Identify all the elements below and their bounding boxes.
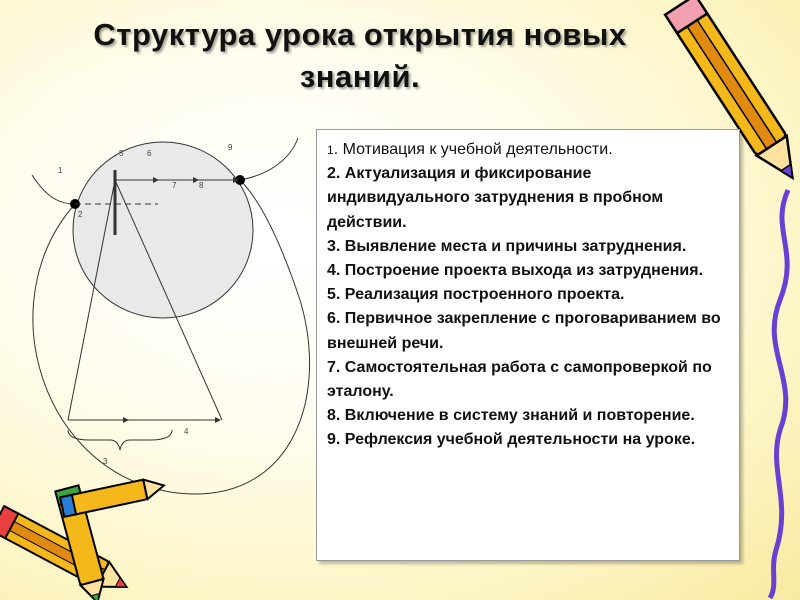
list-item: 4. Построение проекта выхода из затруднения. [327,262,704,280]
right-top-arc [240,138,298,180]
lesson-steps-list [327,138,729,453]
diagram-label-3: 3 [103,457,108,466]
lesson-steps-panel [316,129,740,561]
list-item: 7. Самостоятельная работа с самопроверкой по эталону. [327,358,712,401]
inner-circle [73,142,253,318]
list-item: 2. Актуализация и фиксирование индивидуального затруднения в пробном действии. [327,165,664,231]
diagram-label-8: 8 [199,181,204,190]
purple-squiggle-decoration [770,190,788,598]
diagram-label-5: 5 [119,149,124,158]
left-top-arc [32,175,75,204]
list-item: 3. Выявление места и причины затруднения. [327,237,687,255]
list-item: 8. Включение в систему знаний и повторение. [327,407,695,425]
diagram-label-2: 2 [78,210,83,219]
pencil-bottom-left-3-icon [60,476,166,517]
diagram-label-6: 6 [147,149,152,158]
diagram-label-9: 9 [228,143,233,152]
list-item: 5. Реализация построенного проекта. [327,286,625,304]
diagram-label-1: 1 [58,166,63,175]
list-item: 1. Мотивация к учебной деятельности. [327,141,613,158]
diagram-label-7: 7 [172,181,177,190]
list-item: 9. Рефлексия учебной деятельности на уроке. [327,431,696,449]
slide-title-line2: знаний. [299,59,421,94]
slide-title-line1: Структура урока открытия новых [93,17,627,52]
diagram-label-4: 4 [184,427,189,436]
list-item: 6. Первичное закрепление с проговариванием во внешней речи. [327,310,721,352]
